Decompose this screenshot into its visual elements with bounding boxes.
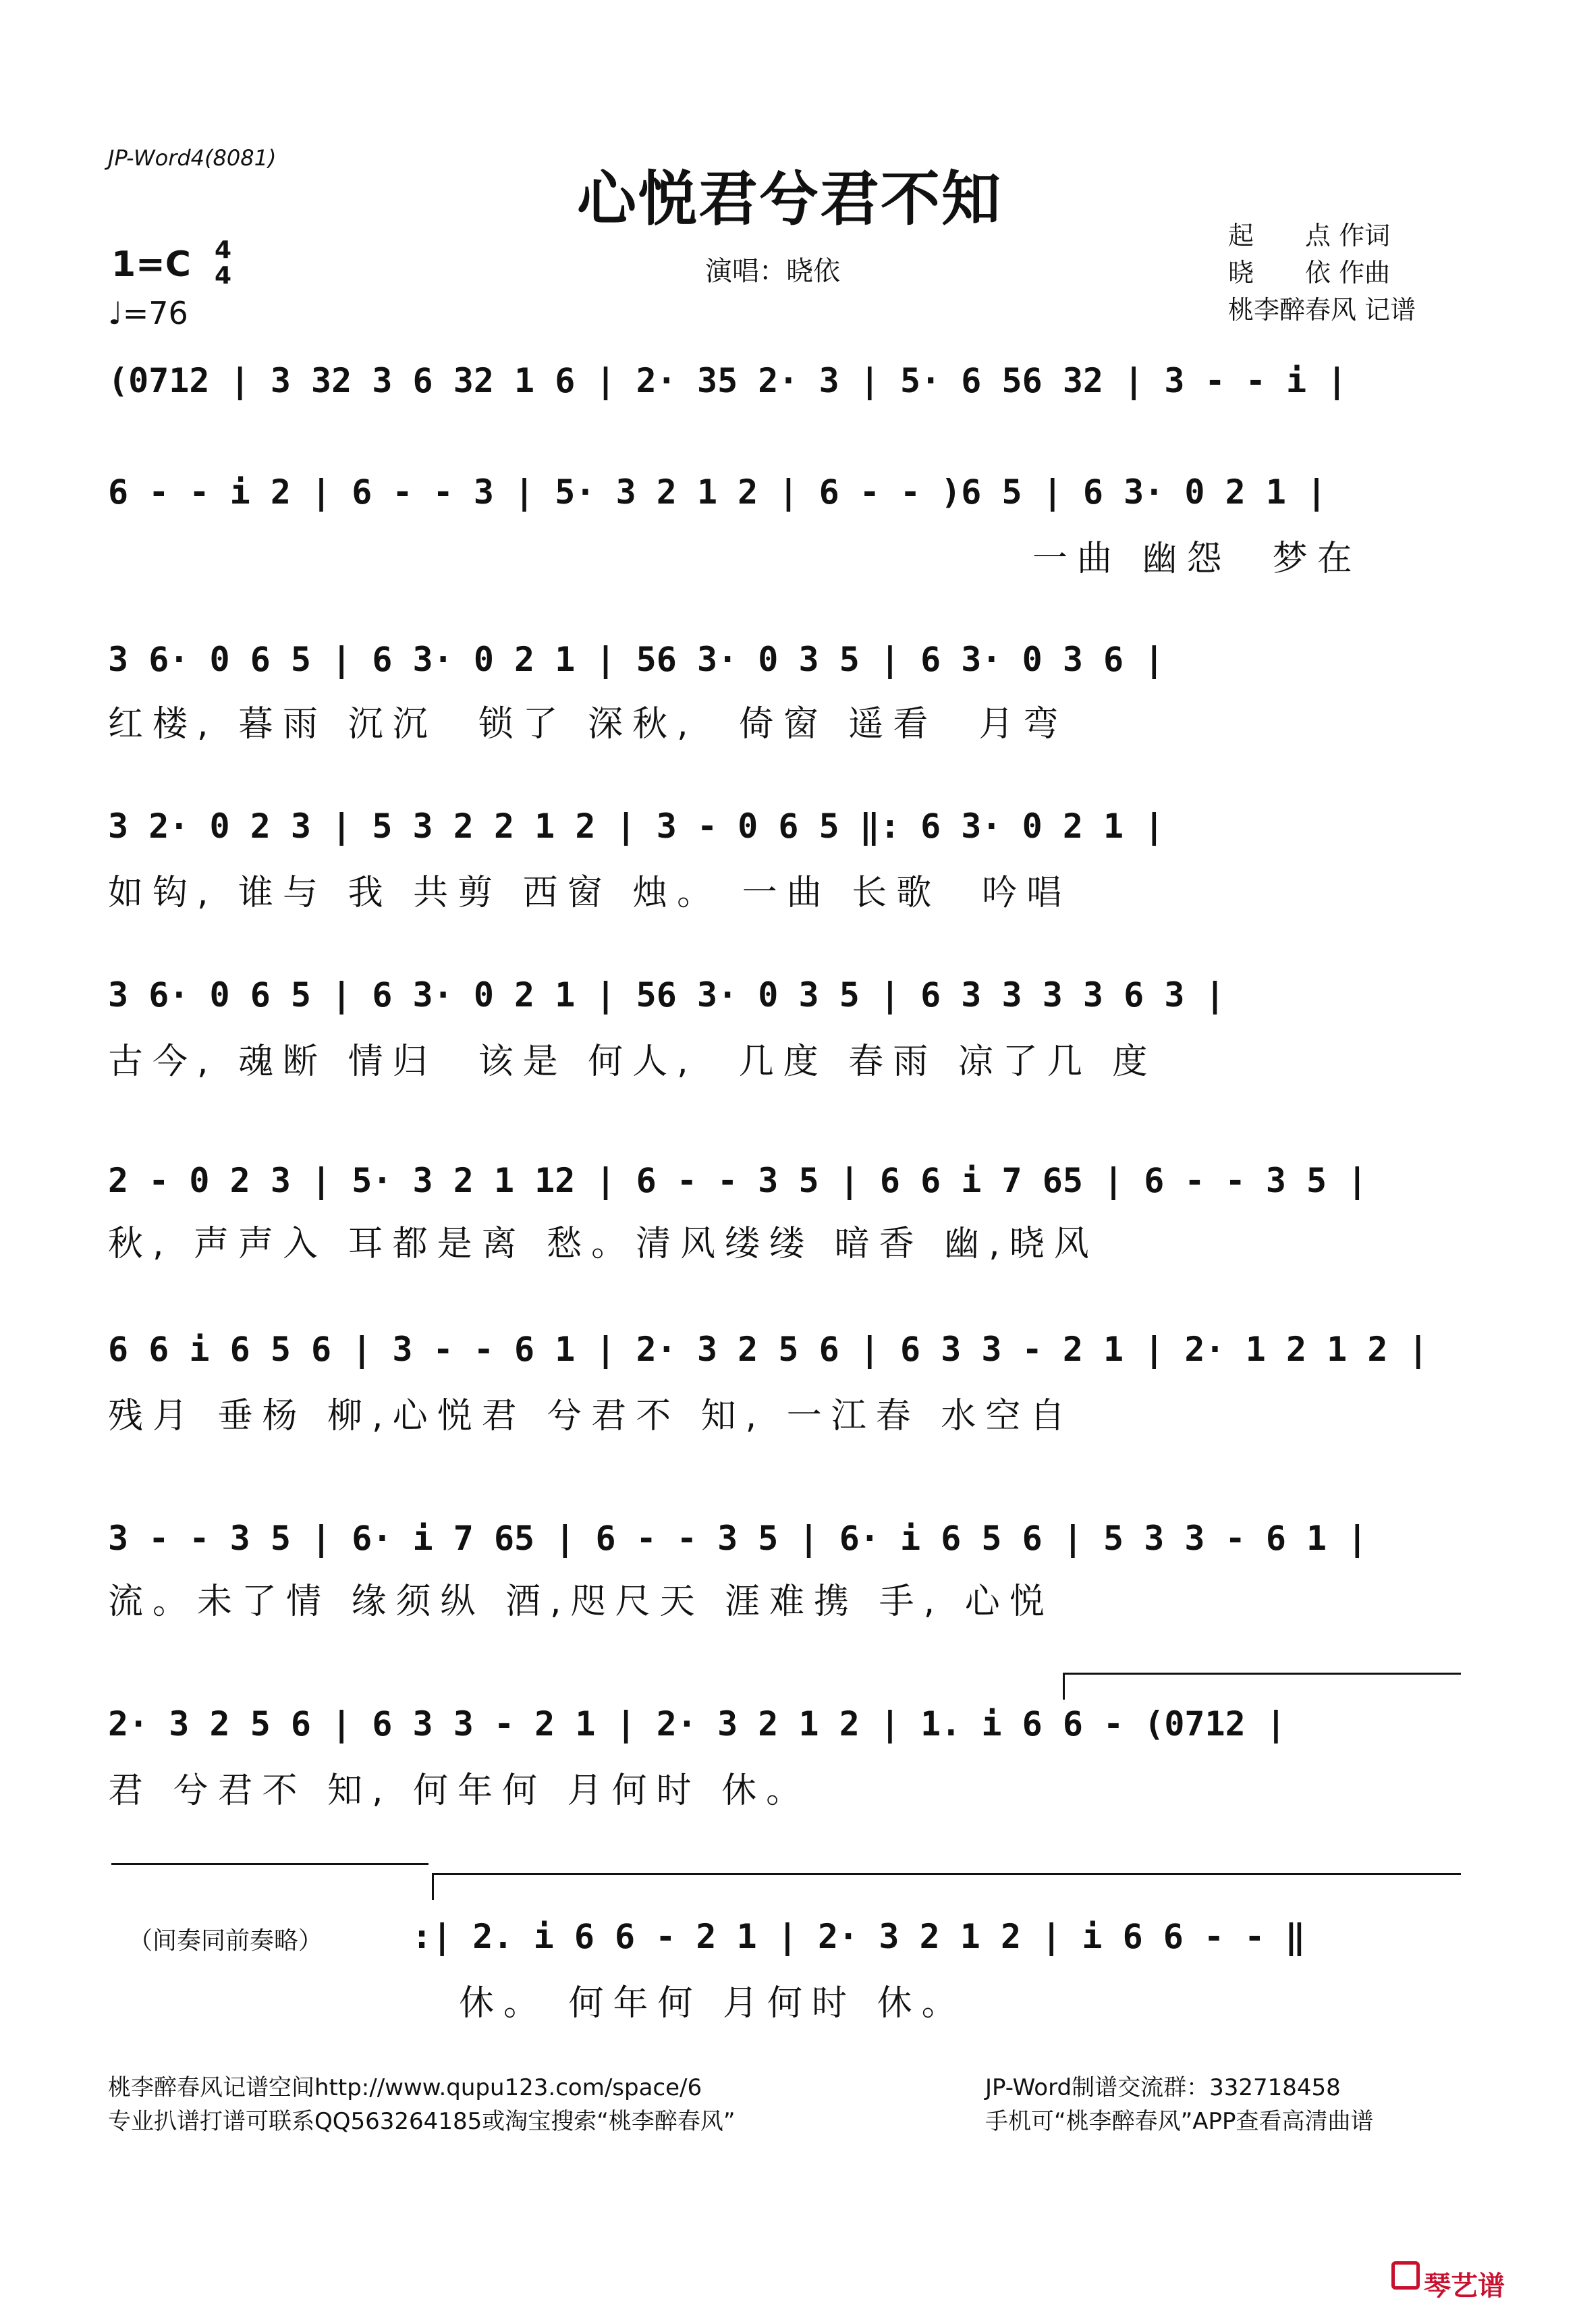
score-system-4: 3 2· 0 2 3 | 5 3 2 2 1 2 | 3 - 0 6 5 ‖: 6 3· 0 2 1 | [108, 807, 1165, 846]
song-title: 心悦君兮君不知 [576, 164, 1002, 234]
score-system-6: 2 - 0 2 3 | 5· 3 2 1 12 | 6 - - 3 5 | 6 6 i 7 65 | 6 - - 3 5 | [108, 1161, 1368, 1200]
score-system-8: 3 - - 3 5 | 6· i 7 65 | 6 - - 3 5 | 6· i 6 5 6 | 5 3 3 - 6 1 | [108, 1519, 1368, 1558]
interlude-note: （间奏同前奏略） [128, 1927, 323, 1955]
footer-contact: 专业扒谱打谱可联系QQ563264185或淘宝搜索“桃李醉春风” [108, 2108, 736, 2135]
score-system-1: (0712 | 3 32 3 6 32 1 6 | 2· 35 2· 3 | 5· 6 56 32 | 3 - - i | [108, 361, 1348, 400]
lyrics-system-3: 红楼, 暮雨 沉沉 锁了 深秋, 倚窗 遥看 月弯 [108, 704, 1068, 745]
software-version: JP-Word4(8081) [108, 145, 277, 171]
score-system-5: 3 6· 0 6 5 | 6 3· 0 2 1 | 56 3· 0 3 5 | 6 3 3 3 3 6 3 | [108, 975, 1225, 1015]
footer-group: JP-Word制谱交流群：332718458 [985, 2074, 1341, 2101]
site-logo-text: 琴艺谱 [1424, 2271, 1505, 2302]
lyrics-system-6: 秋, 声声入 耳都是离 愁。清风缕缕 暗香 幽,晓风 [108, 1224, 1099, 1264]
volta-2-bracket-left [432, 1873, 434, 1900]
lyrics-system-4: 如钩, 谁与 我 共剪 西窗 烛。 一曲 长歌 吟唱 [108, 873, 1072, 913]
footer-app: 手机可“桃李醉春风”APP查看高清曲谱 [985, 2108, 1374, 2135]
score-system-7: 6 6 i 6 5 6 | 3 - - 6 1 | 2· 3 2 5 6 | 6 3 3 - 2 1 | 2· 1 2 1 2 | [108, 1330, 1429, 1369]
volta-1-bracket-left [1063, 1673, 1065, 1700]
lyrics-system-2: 一曲 幽怨 梦在 [1032, 539, 1362, 579]
coda-divider-line [111, 1863, 428, 1865]
footer-website: 桃李醉春风记谱空间http://www.qupu123.com/space/6 [108, 2074, 702, 2101]
key-signature: 1=C [111, 244, 191, 285]
score-system-9: 2· 3 2 5 6 | 6 3 3 - 2 1 | 2· 3 2 1 2 | 1. i 6 6 - (0712 | [108, 1704, 1286, 1744]
score-system-10: :| 2. i 6 6 - 2 1 | 2· 3 2 1 2 | i 6 6 - - ‖ [412, 1917, 1306, 1956]
composer-credit: 晓 依 作曲 [1228, 258, 1391, 288]
score-system-2: 6 - - i 2 | 6 - - 3 | 5· 3 2 1 2 | 6 - - )6 5 | 6 3· 0 2 1 | [108, 472, 1327, 512]
lyrics-system-7: 残月 垂杨 柳,心悦君 兮君不 知, 一江春 水空自 [108, 1396, 1075, 1436]
tempo-marking: ♩=76 [108, 295, 188, 331]
lyrics-system-8: 流。未了情 缘须纵 酒,咫尺天 涯难携 手, 心悦 [108, 1582, 1054, 1622]
meter-top: 4 [215, 236, 232, 264]
meter-bottom: 4 [215, 262, 232, 290]
transcriber-credit: 桃李醉春风 记谱 [1228, 295, 1416, 325]
volta-1-bracket [1063, 1673, 1461, 1675]
score-system-3: 3 6· 0 6 5 | 6 3· 0 2 1 | 56 3· 0 3 5 | 6 3· 0 3 6 | [108, 640, 1165, 679]
lyricist-credit: 起 点 作词 [1228, 221, 1391, 250]
volta-2-bracket [432, 1873, 1461, 1875]
singer-credit: 演唱：晓依 [705, 256, 840, 287]
lyrics-system-9: 君 兮君不 知, 何年何 月何时 休。 [108, 1771, 811, 1811]
time-signature [215, 238, 231, 289]
lyrics-system-5: 古今, 魂断 情归 该是 何人, 几度 春雨 凉了几 度 [108, 1042, 1157, 1082]
qinyipu-logo-icon [1391, 2261, 1420, 2290]
lyrics-system-10: 休。 何年何 月何时 休。 [459, 1983, 966, 2024]
